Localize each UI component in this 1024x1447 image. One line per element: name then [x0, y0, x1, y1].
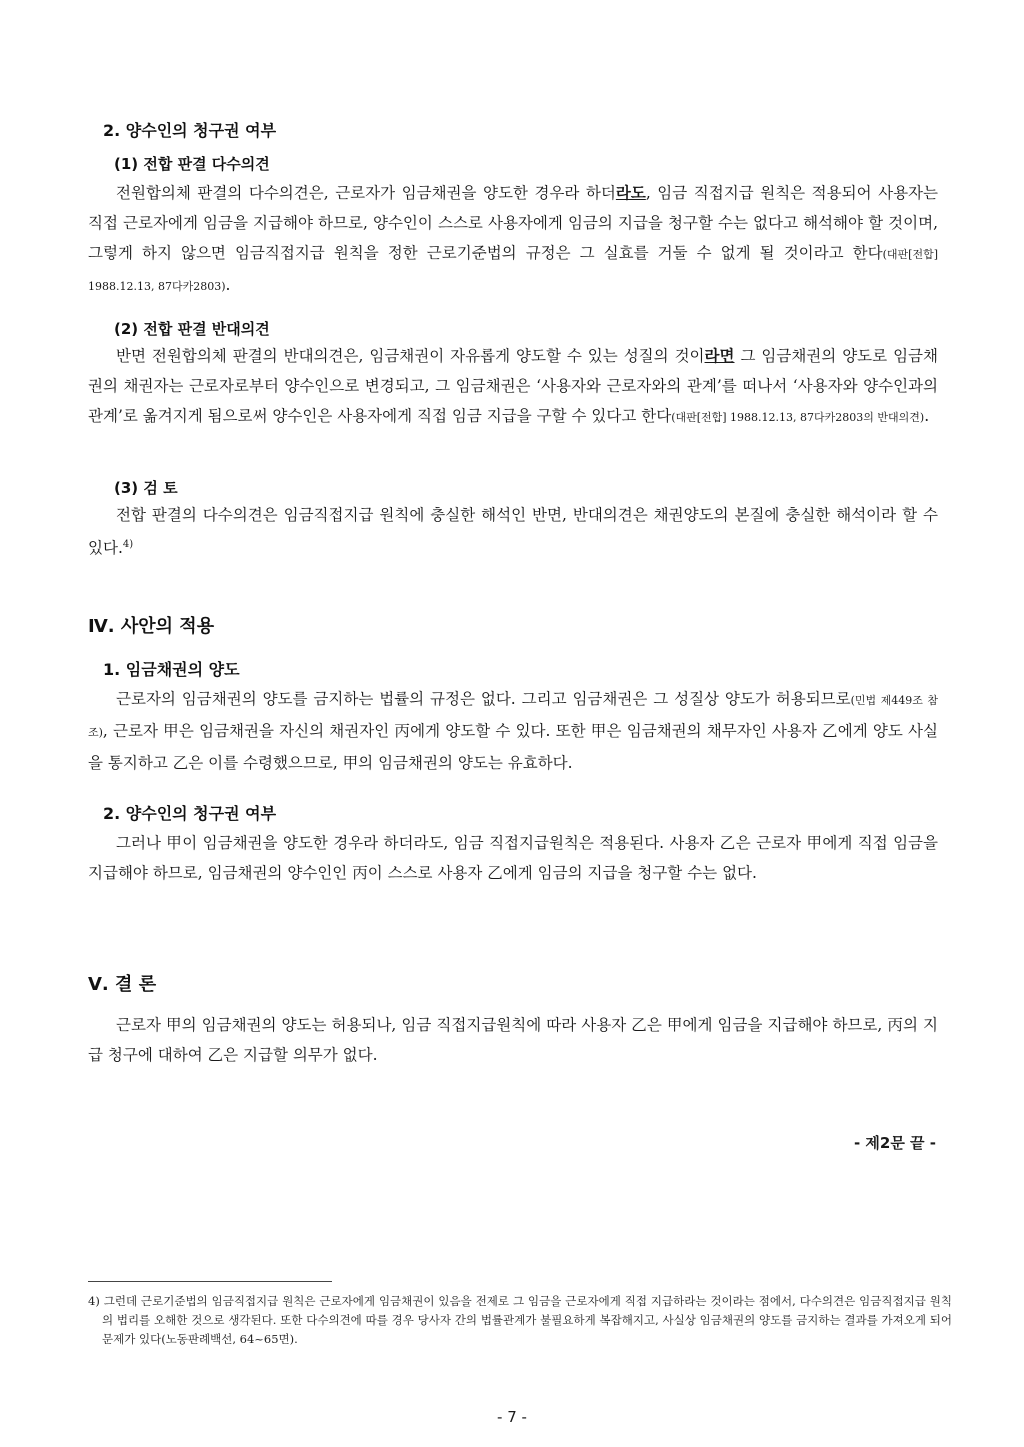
footnote-4: 4) 그런데 근로기준법의 임금직접지급 원칙은 근로자에게 임금채권이 있음을 전제로 그 임금을 근로자에게 직접 지급하라는 것이라는 점에서, 다수의견은 임금직접지급 원칙의 법리를 오해한 것으로 생각된다. 또한 다수의견에 따를 경우 당사자 간의 법률관계가 불필요하게 복잡해지고, 사실상 임금채권의 양도를 금지하는 결과를 가져오게 되어 문제가 있다(노동판례백선, 64~65면).: [88, 1294, 952, 1346]
paragraph-dissenting-opinion: 반면 전원합의체 판결의 반대의견은, 임금채권이 자유롭게 양도할 수 있는 성질의 것이라면 그 임금채권의 양도로 임금채권의 채권자는 근로자로부터 양수인으로 변경되고, 그 임금채권은 ‘사용자와 근로자와의 관계’를 떠나서 ‘사용자와 양수인과의 관계’로 옮겨지게 됨으로써 양수인은 사용자에게 직접 임금 지급을 구할 수 있다고 한다(대판[전합] 1988.12.13, 87다카2803의 반대의견).: [88, 347, 938, 425]
subheading-majority-opinion: (1) 전합 판결 다수의견: [114, 155, 270, 173]
page-number: - 7 -: [497, 1408, 527, 1426]
paragraph-conclusion: 근로자 甲의 임금채권의 양도는 허용되나, 임금 직접지급원칙에 따라 사용자 乙은 甲에게 임금을 지급해야 하므로, 丙의 지급 청구에 대하여 乙은 지급할 의무가 없다.: [88, 1016, 938, 1064]
emphasis-rado: 라도: [615, 184, 646, 202]
section-heading-v: Ⅴ. 결 론: [88, 974, 157, 995]
subheading-review: (3) 검 토: [114, 479, 178, 497]
citation: (대판[전합] 1988.12.13, 87다카2803): [88, 248, 938, 293]
footnote-reference: 4): [122, 539, 134, 550]
footnote-divider: [88, 1281, 332, 1282]
subheading-assignee-claim: 2. 양수인의 청구권 여부: [103, 804, 277, 823]
paragraph-review: 전합 판결의 다수의견은 임금직접지급 원칙에 충실한 해석인 반면, 반대의견은 채권양도의 본질에 충실한 해석이라 할 수 있다.$^{4)}$: [88, 506, 938, 558]
end-of-question-marker: - 제2문 끝 -: [853, 1134, 936, 1152]
citation: (민법 제449조 참조): [88, 694, 938, 739]
paragraph-majority-opinion: 전원합의체 판결의 다수의견은, 근로자가 임금채권을 양도한 경우라 하더라도, 임금 직접지급 원칙은 적용되어 사용자는 직접 근로자에게 임금을 지급해야 하므로, 양수인이 스스로 사용자에게 임금의 지급을 청구할 수는 없다고 해석해야 할 것이며, 그렇게 하지 않으면 임금직접지급 원칙을 정한 근로기준법의 규정은 그 실효를 거둘 수 없게 될 것이라고 한다(대판[전합] 1988.12.13, 87다카2803).: [88, 184, 939, 294]
paragraph-assignee-claim: 그러나 甲이 임금채권을 양도한 경우라 하더라도, 임금 직접지급원칙은 적용된다. 사용자 乙은 근로자 甲에게 직접 임금을 지급해야 하므로, 임금채권의 양수인인 丙이 스스로 사용자 乙에게 임금의 지급을 청구할 수는 없다.: [88, 834, 938, 882]
citation: (대판[전합] 1988.12.13, 87다카2803의 반대의견): [671, 411, 925, 424]
paragraph-wage-claim-assignment: 근로자의 임금채권의 양도를 금지하는 법률의 규정은 없다. 그리고 임금채권은 그 성질상 양도가 허용되므로(민법 제449조 참조), 근로자 甲은 임금채권을 자신의 채권자인 丙에게 양도할 수 있다. 또한 甲은 임금채권의 채무자인 사용자 乙에게 양도 사실을 통지하고 乙은 이를 수령했으므로, 甲의 임금채권의 양도는 유효하다.: [88, 690, 938, 772]
section-heading-2: 2. 양수인의 청구권 여부: [103, 121, 277, 140]
subheading-wage-claim-assignment: 1. 임금채권의 양도: [103, 660, 240, 679]
section-heading-iv: Ⅳ. 사안의 적용: [88, 616, 215, 637]
subheading-dissenting-opinion: (2) 전합 판결 반대의견: [114, 320, 270, 338]
emphasis-ramyeon: 라면: [704, 347, 735, 365]
